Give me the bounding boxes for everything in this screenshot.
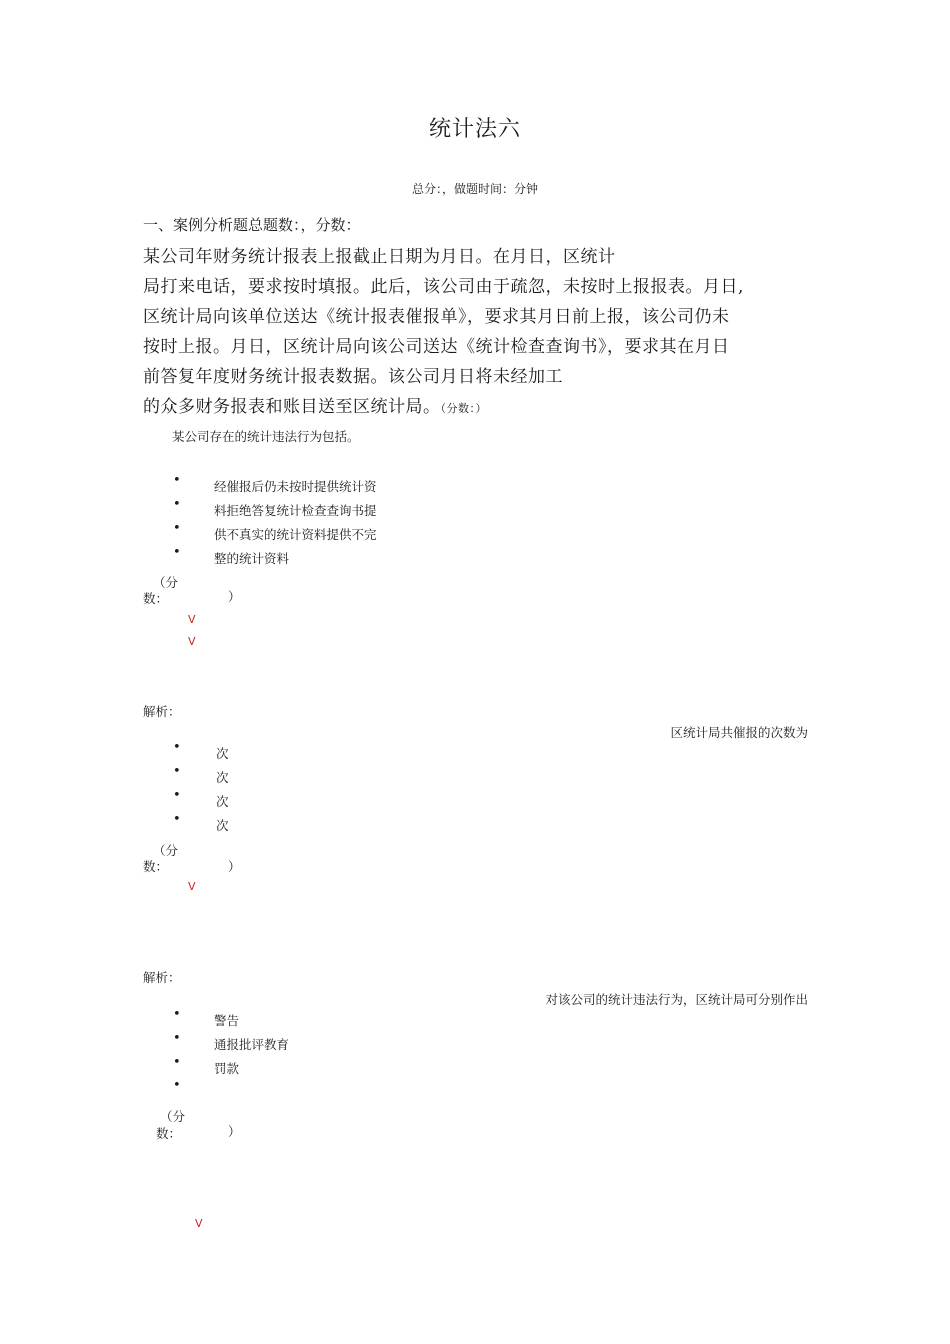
q1-option-2[interactable]: 料拒绝答复统计检查查询书提 (214, 503, 377, 518)
q2-stem: 区统计局共催报的次数为 (670, 725, 808, 740)
q1-bullet-1: • (173, 473, 181, 488)
q3-option-2[interactable]: 通报批评教育 (214, 1037, 290, 1052)
q2-bullet-1: • (173, 740, 181, 755)
q1-stem: 某公司存在的统计违法行为包括。 (172, 429, 360, 444)
case-line-2: 局打来电话，要求按时填报。此后，该公司由于疏忽，未按时上报报表。月日, (143, 277, 744, 297)
q2-bullet-2: • (173, 764, 181, 779)
q3-score-open: （分 (160, 1109, 186, 1124)
case-line-5: 前答复年度财务统计报表数据。该公司月日将未经加工 (143, 367, 563, 387)
q1-option-1[interactable]: 经催报后仍未按时提供统计资 (214, 479, 377, 494)
q1-option-4[interactable]: 整的统计资料 (214, 551, 290, 566)
q2-bullet-3: • (173, 788, 181, 803)
q3-answer-mark-1: V (195, 1217, 203, 1230)
q3-option-3[interactable]: 罚款 (214, 1061, 240, 1076)
q1-bullet-3: • (173, 521, 181, 536)
q2-option-2[interactable]: 次 (216, 770, 229, 785)
q1-bullet-4: • (173, 545, 181, 560)
q1-bullet-2: • (173, 497, 181, 512)
q1-option-3[interactable]: 供不真实的统计资料提供不完 (214, 527, 377, 542)
q2-explanation-label: 解析： (143, 970, 181, 985)
q1-explanation-label: 解析： (143, 704, 181, 719)
q2-option-3[interactable]: 次 (216, 794, 229, 809)
q1-score-label: 数： (143, 591, 169, 606)
case-line-6-text: 的众多财务报表和账目送至区统计局。 (143, 397, 441, 417)
q3-stem: 对该公司的统计违法行为，区统计局可分别作出 (545, 992, 808, 1007)
q1-score-close: ） (228, 589, 241, 604)
case-line-4: 按时上报。月日，区统计局向该公司送达《统计检查查询书》，要求其在月日 (143, 337, 730, 357)
q3-score-close: ） (228, 1124, 241, 1139)
case-score: （分数：） (440, 402, 487, 415)
q1-answer-mark-2: V (188, 635, 196, 648)
exam-meta: 总分：，做题时间：分钟 (411, 182, 538, 196)
case-line-1: 某公司年财务统计报表上报截止日期为月日。在月日，区统计 (143, 247, 616, 267)
q2-score-close: ） (228, 859, 241, 874)
q2-answer-mark-1: V (188, 880, 196, 893)
section-heading: 一、案例分析题总题数：，分数： (143, 216, 361, 234)
case-line-6 (143, 392, 487, 417)
q3-bullet-4: • (173, 1078, 181, 1093)
q2-score-label: 数： (143, 859, 169, 874)
case-line-3: 区统计局向该单位送达《统计报表催报单》，要求其月日前上报，该公司仍未 (143, 307, 730, 327)
q3-score-label: 数： (156, 1126, 182, 1141)
q3-bullet-3: • (173, 1055, 181, 1070)
page-title: 统计法六 (428, 117, 521, 142)
q1-score-open: （分 (153, 575, 179, 590)
q2-bullet-4: • (173, 812, 181, 827)
q3-bullet-2: • (173, 1031, 181, 1046)
q3-bullet-1: • (173, 1007, 181, 1022)
q2-score-open: （分 (153, 843, 179, 858)
q2-option-4[interactable]: 次 (216, 818, 229, 833)
q2-option-1[interactable]: 次 (216, 746, 229, 761)
q1-answer-mark-1: V (188, 613, 196, 626)
q3-option-1[interactable]: 警告 (214, 1013, 240, 1028)
